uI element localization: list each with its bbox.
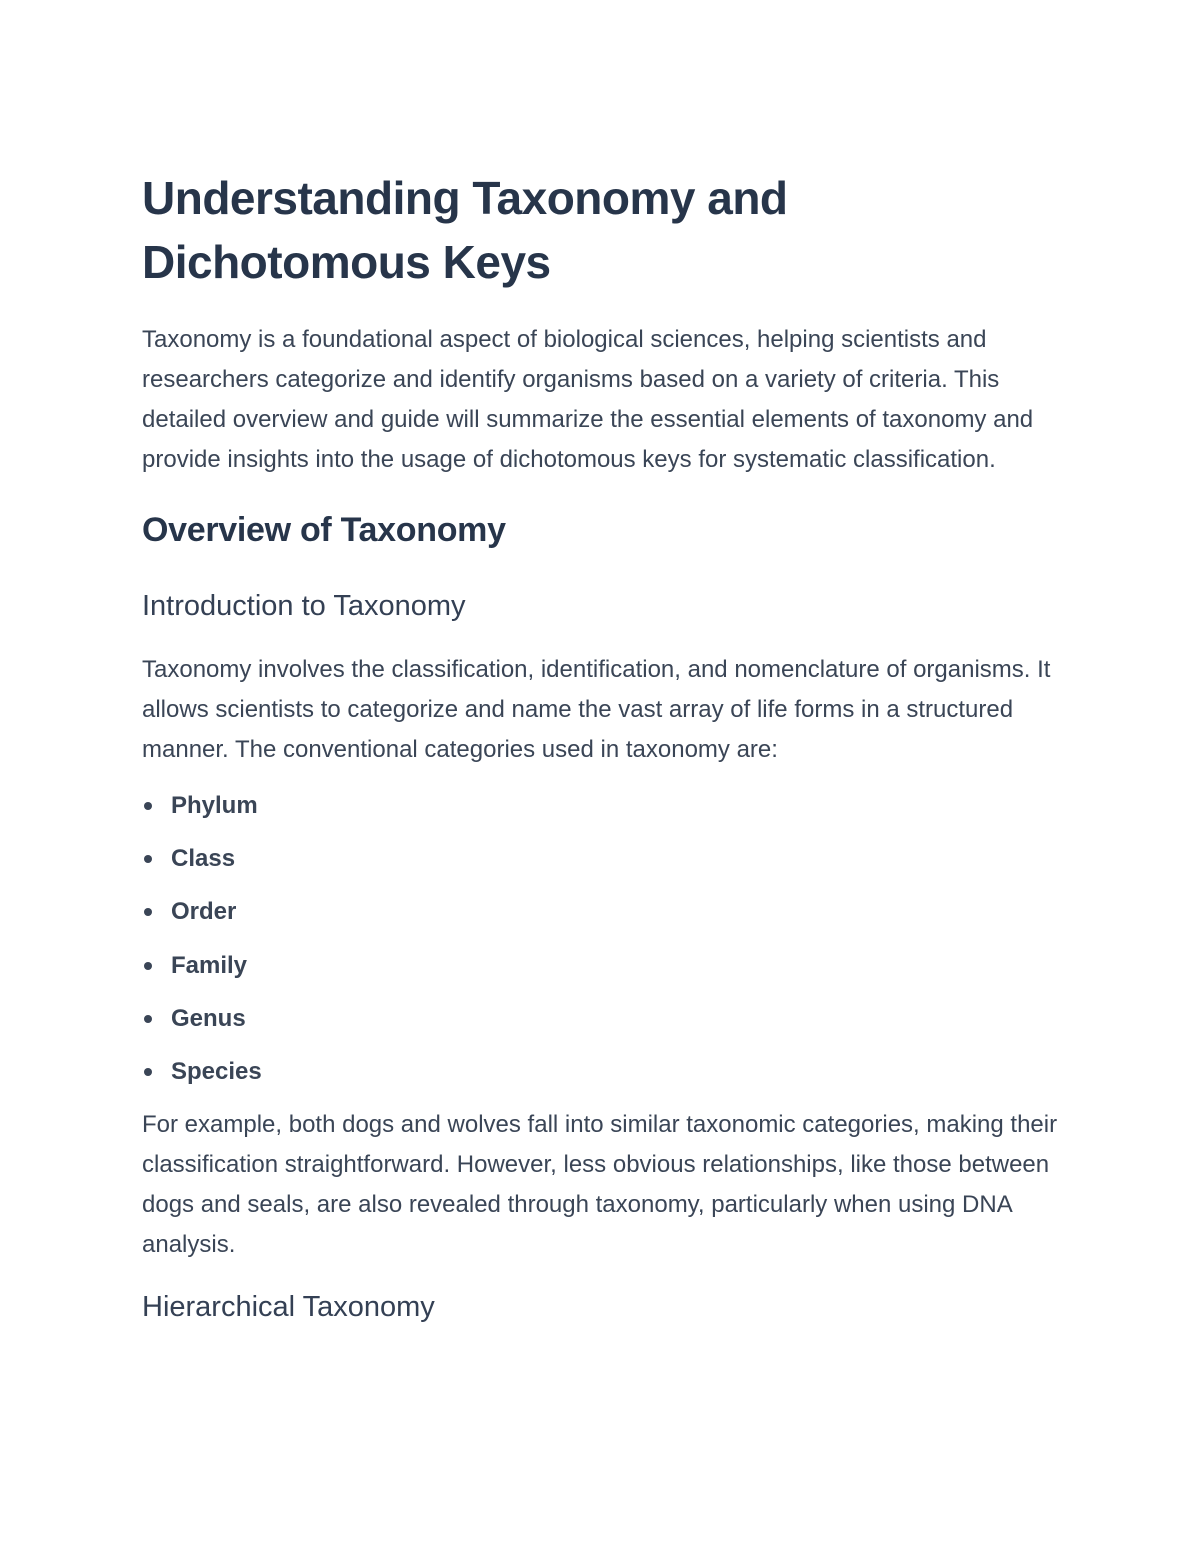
example-paragraph: For example, both dogs and wolves fall into similar taxonomic categories, making their classification straightforward. However, less obvious relationships, like those between dogs and seals, are also revealed through taxonomy, particularly when using DNA analysis. [142, 1111, 1058, 1259]
document-page [142, 166, 1062, 1327]
bullet-icon [144, 802, 152, 810]
list-item [142, 786, 1062, 826]
list-item [142, 892, 1062, 932]
list-item-label: Phylum [171, 792, 258, 819]
section-heading-overview: Overview of Taxonomy [142, 511, 506, 549]
document-title: Understanding Taxonomy and Dichotomous Keys [142, 172, 788, 288]
bullet-icon [144, 908, 152, 916]
list-item-label: Species [171, 1057, 262, 1085]
list-item-label: Class [171, 845, 236, 873]
bullet-icon [144, 1015, 152, 1023]
list-item [142, 839, 1062, 879]
introduction-paragraph: Taxonomy involves the classification, identification, and nomenclature of organisms. It allows scientists to categorize and name the vast array of life forms in a structured manner. The conventional categories used in taxonomy are: [142, 656, 1051, 763]
list-item [142, 999, 1062, 1039]
bullet-icon [144, 962, 152, 970]
list-item [142, 946, 1062, 986]
list-item-label: Family [171, 951, 248, 979]
subsection-heading-hierarchical: Hierarchical Taxonomy [142, 1291, 435, 1324]
taxonomy-categories-list [142, 786, 1062, 1092]
list-item-label: Order [171, 898, 237, 926]
bullet-icon [144, 855, 152, 863]
list-item-label: Genus [171, 1004, 246, 1032]
subsection-heading-introduction: Introduction to Taxonomy [142, 590, 466, 622]
intro-paragraph: Taxonomy is a foundational aspect of biological sciences, helping scientists and researchers categorize and identify organisms based on a variety of criteria. This detailed overview and guide will summarize the essential elements of taxonomy and provide insights into the usage of dichotomous keys for systematic classification. [142, 326, 1034, 473]
bullet-icon [144, 1068, 152, 1076]
list-item [142, 1052, 1062, 1092]
